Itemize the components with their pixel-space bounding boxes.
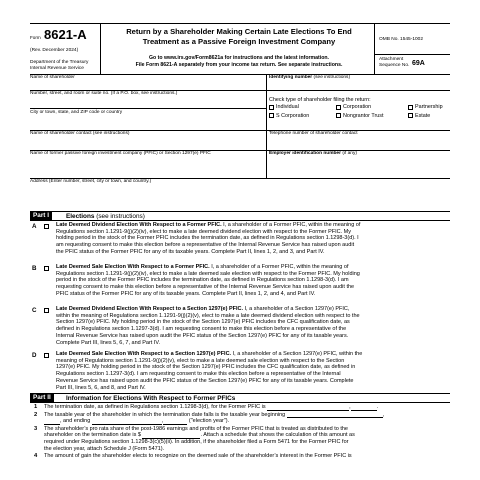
election-b-line-2: Regulations section 1.1291-9(j)(2)(iv), elect to make a late deemed sale election with respect to the Former PFIC. My holding	[56, 270, 360, 277]
sequence-label: Sequence No.	[379, 62, 410, 68]
tax-year-begin-date-field[interactable]	[287, 412, 383, 418]
election-b-line-5: PFIC status of the Former PFIC for any of its taxable years. Complete Part II, lines 1, 2, and 4, and Part IV.	[56, 290, 316, 297]
line-2-and-ending: , and ending	[60, 418, 91, 425]
part-1-title-rule	[30, 220, 450, 221]
type-nongrantor-trust-checkbox[interactable]	[336, 113, 341, 118]
type-s-corporation-checkbox[interactable]	[269, 113, 274, 118]
department-line-2: Internal Revenue Service	[30, 65, 84, 71]
type-estate-label: Estate	[415, 112, 431, 119]
line-3-line-2-prefix: shareholder on the termination date is	[44, 432, 137, 439]
election-d-letter: D	[32, 351, 37, 359]
ein-text: Employer identification number	[269, 151, 341, 156]
line-1-label: The termination date, as defined in Regulations section 1.1298-3(d), for the Former PFIC is	[44, 404, 266, 410]
election-a-heading: Late Deemed Dividend Election With Respect to a Former PFIC.	[56, 222, 222, 228]
pfic-name-label: Name of former passive foreign investment company (PFIC) or Section 1297(e) PFIC	[30, 151, 211, 156]
election-d-line-2: meaning of Regulations section 1.1291-9(j)(2)(v), elect to make a late deemed sale election with respect to the Section	[56, 357, 345, 364]
part-1-title	[66, 213, 145, 220]
telephone-field[interactable]	[269, 137, 449, 147]
election-c-line-6: Complete Part III, lines 5, 6, 7, and Part IV.	[56, 339, 161, 346]
pfic-address-field[interactable]	[30, 185, 450, 209]
line-4-text	[44, 453, 448, 460]
form-title	[106, 27, 372, 47]
election-b-text	[56, 264, 448, 298]
line-3-line-4: the election year, attach Schedule J (Form 5471).	[44, 445, 165, 452]
election-d-text	[56, 351, 448, 391]
form-revision: (Rev. December 2024)	[30, 48, 79, 53]
election-b-checkbox[interactable]	[44, 266, 49, 271]
identifying-number-field[interactable]	[269, 80, 449, 90]
election-a-checkbox[interactable]	[44, 224, 49, 229]
line-2-number: 2	[34, 411, 38, 418]
ein-hint: (if any)	[342, 151, 357, 156]
shareholder-contact-field[interactable]	[30, 137, 264, 147]
type-partnership-checkbox[interactable]	[408, 105, 413, 110]
election-c-checkbox[interactable]	[44, 308, 49, 313]
tax-year-begin-year-field[interactable]	[44, 419, 60, 425]
instructions-line-2: File Form 8621-A separately from your income tax return. See separate instructions.	[135, 62, 343, 68]
line-3-text	[44, 426, 448, 453]
line-1-text: The termination date, as defined in Regulations section 1.1298-3(d), for the Former PFIC is , .	[44, 404, 379, 410]
election-a-line-1: I, a shareholder of a Former PFIC, within the meaning of	[223, 222, 361, 228]
part-2-title-rule	[30, 402, 450, 403]
street-address-label: Number, street, and room or suite no. (If a P.O. box, see instructions.)	[30, 91, 178, 96]
type-corporation-checkbox[interactable]	[336, 105, 341, 110]
election-c-line-3: Section 1297(e) PFIC. My holding period in the stock of the Section 1297(e) PFIC includes the CFC qualification date, as	[56, 319, 350, 326]
identifying-number-hint: (see instructions)	[313, 75, 351, 80]
part-2-tag: Part II	[30, 394, 54, 402]
type-partnership-label: Partnership	[415, 104, 443, 110]
telephone-label: Telephone number of shareholder contact	[269, 131, 358, 136]
line-2-text: The taxable year of the shareholder in which the termination date falls is the taxable year beginning , , and ending , ("election year").	[44, 411, 385, 425]
check-type-label: Check type of shareholder filing the return:	[269, 97, 371, 103]
line-2-election-year-hint: ("election year").	[188, 418, 230, 425]
line-3-line-3: required under Regulations section 1.1298-3(c)(5)(ii). In addition, if the shareholder filed a Form 5471 for the Former PFIC for	[44, 438, 349, 445]
election-b-heading: Late Deemed Sale Election With Respect to a Former PFIC.	[56, 264, 210, 270]
election-c-heading: Late Deemed Dividend Election With Respect to a Section 1297(e) PFIC.	[56, 306, 243, 312]
election-b-line-4: requesting consent to make this election before a representative of the Internal Revenue Service has raised upon audit the	[56, 284, 355, 291]
form-word: Form	[30, 35, 41, 40]
election-a-letter: A	[32, 222, 37, 230]
tax-year-end-year-field[interactable]	[163, 419, 187, 425]
line-1-number: 1	[34, 404, 38, 410]
election-b-line-3: period in the stock of the Former PFIC includes the termination date, as defined in Regulations section 1.1298-3(d). I am	[56, 277, 349, 284]
election-c-line-2: within the meaning of Regulations section 1.1291-9(j)(2)(v), elect to make a late deemed dividend election with respect to the	[56, 312, 360, 319]
form-instructions	[106, 55, 372, 69]
election-b-letter: B	[32, 264, 37, 272]
attachment-label: Attachment	[379, 57, 404, 62]
ein-field[interactable]	[269, 157, 449, 177]
termination-year-field[interactable]	[351, 405, 377, 411]
line-3-line-2-suffix: . Attach a schedule that shows the calculation of this amount as	[200, 432, 355, 439]
election-d-checkbox[interactable]	[44, 353, 49, 358]
termination-month-field[interactable]	[267, 405, 349, 411]
line-3-line-1: The shareholder’s pro rata share of the post-1986 earnings and profits of the Former PFIC that is treated as distributed to the	[44, 425, 348, 432]
header-divider-left	[100, 23, 101, 74]
pfic-name-field[interactable]	[30, 157, 264, 177]
instructions-line-1: Go to www.irs.gov/Form8621a for instructions and the latest information.	[149, 55, 329, 61]
street-address-field[interactable]	[30, 96, 264, 108]
part-1-title-text: Elections	[66, 212, 95, 220]
form-number: 8621-A	[44, 27, 87, 42]
name-of-shareholder-label: Name of shareholder	[30, 75, 75, 80]
election-d-line-6: Part III, lines 5, 6, and 8, and Part IV.	[56, 384, 146, 391]
part-1-tag: Part I	[30, 212, 52, 220]
form-title-line-1: Return by a Shareholder Making Certain Late Elections To End	[126, 27, 352, 36]
election-a-line-2: Regulations section 1.1291-9(j)(2)(iv), elect to make a late deemed dividend election with respect to the Former PFIC. My	[56, 228, 351, 235]
election-d-line-1: I, a shareholder of a Section 1297(e) PFIC, within the	[232, 351, 363, 357]
form-header	[0, 0, 480, 71]
election-c-line-4: defined in Regulations section 1.1297-3(d). I am requesting consent to make this election before a representative of the	[56, 326, 347, 333]
name-of-shareholder-field[interactable]	[30, 80, 264, 90]
row-rule-2	[30, 108, 266, 109]
pfic-address-label: Address (Enter number, street, city or town, and country.)	[30, 179, 152, 184]
part-1-title-hint: (see instructions)	[96, 212, 145, 220]
line-4-line-1: The amount of gain the shareholder elects to recognize on the deemed sale of the shareholder’s interest in the Former PFIC is	[44, 452, 352, 459]
election-a-line-5: the PFIC status of the Former PFIC for any of its taxable years. Complete Part II, lines 1, 2, and 3, and Part IV.	[56, 248, 325, 255]
form-title-line-2: Treatment as a Passive Foreign Investment Company	[142, 37, 336, 46]
election-c-line-5: Internal Revenue Service has raised upon audit the PFIC status of the Section 1297(e) PFIC for any of its taxable years.	[56, 332, 349, 339]
omb-number: OMB No. 1545-1002	[379, 37, 423, 42]
city-field[interactable]	[30, 116, 264, 128]
election-a-text	[56, 222, 448, 256]
election-c-line-1: I, a shareholder of a Section 1297(e) PFIC,	[244, 306, 350, 312]
sequence-number: 69A	[412, 60, 425, 67]
identifying-number-text: Identifying number	[269, 75, 313, 80]
election-c-text	[56, 306, 448, 346]
election-d-line-5: Revenue Service has raised upon audit the PFIC status of the Section 1297(e) PFIC for any of its taxable years. Complete	[56, 377, 354, 384]
election-d-heading: Late Deemed Sale Election With Respect to a Section 1297(e) PFIC.	[56, 351, 232, 357]
city-label: City or town, state, and ZIP code or country	[30, 110, 123, 115]
type-s-corporation-label: S Corporation	[276, 112, 310, 119]
line-2-label: The taxable year of the shareholder in which the termination date falls is the taxable year beginning	[44, 411, 286, 418]
type-individual-label: Individual	[276, 104, 299, 110]
shareholder-contact-label: Name of shareholder contact (see instructions)	[30, 131, 130, 136]
ein-label	[269, 151, 357, 157]
election-c-letter: C	[32, 306, 37, 314]
election-a-line-4: am requesting consent to make this election before a representative of the Internal Revenue Service has raised upon audit	[56, 242, 355, 249]
type-corporation-label: Corporation	[343, 104, 372, 110]
tax-year-end-date-field[interactable]	[92, 419, 162, 425]
type-estate-checkbox[interactable]	[408, 113, 413, 118]
election-d-line-3: 1297(e) PFIC. My holding period in the stock of the Section 1297(e) PFIC includes the CFC qualification date, as defined in	[56, 364, 356, 371]
election-a-line-3: holding period in the stock of the Former PFIC includes the termination date, as defined in Regulations section 1.1298-3(d). I	[56, 235, 359, 242]
header-bottom-rule	[30, 74, 450, 75]
part-2-title: Information for Elections With Respect to Former PFICs	[66, 394, 236, 402]
line-3-number: 3	[34, 425, 38, 432]
type-individual-checkbox[interactable]	[269, 105, 274, 110]
dollar-sign: $	[137, 432, 141, 439]
department-line-1: Department of the Treasury	[30, 60, 89, 65]
election-b-line-1: I, a shareholder of a Former PFIC, within the meaning of	[211, 264, 349, 270]
election-d-line-4: Regulations section 1.1297-3(d). I am requesting consent to make this election before a representative of the Internal	[56, 371, 341, 378]
line-4-number: 4	[34, 452, 38, 459]
header-divider-right	[374, 23, 375, 74]
top-rule	[30, 23, 450, 24]
omb-divider	[374, 54, 450, 55]
type-nongrantor-trust-label: Nongrantor Trust	[343, 112, 384, 119]
